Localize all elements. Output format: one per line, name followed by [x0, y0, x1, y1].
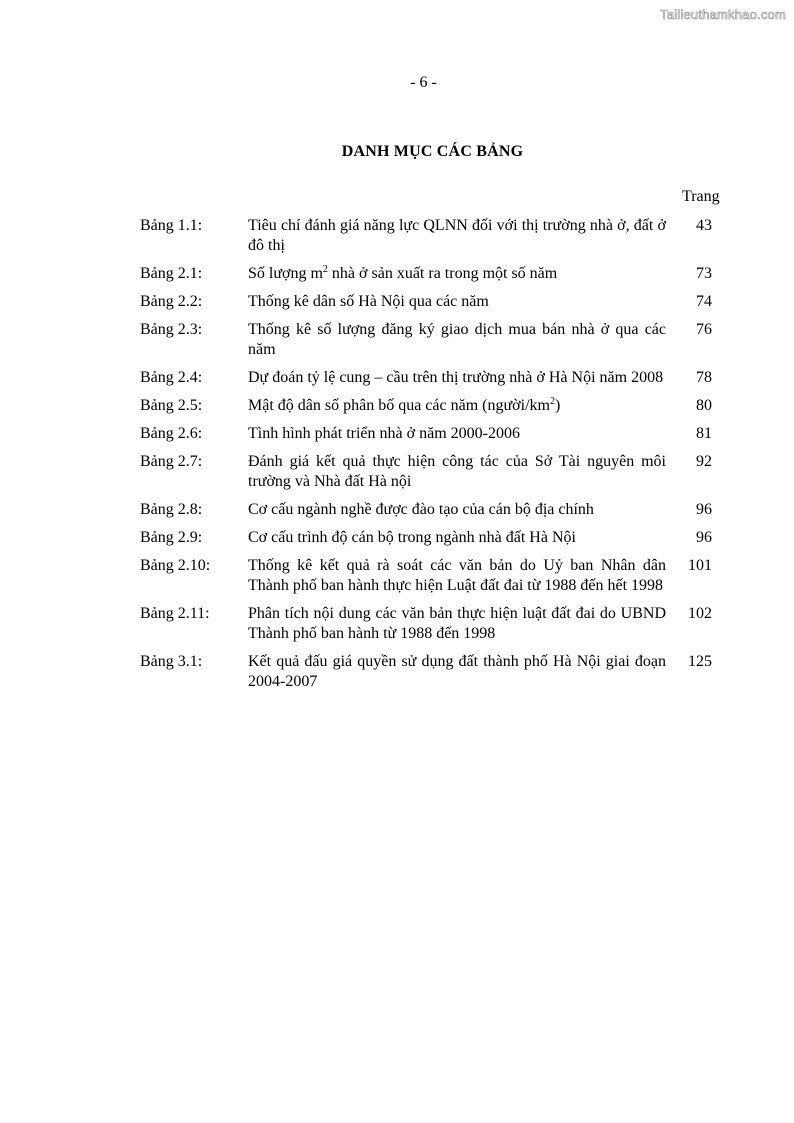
table-page-number: 76 [696, 321, 712, 338]
table-label: Bảng 2.10: [140, 557, 211, 574]
table-label: Bảng 2.8: [140, 501, 203, 518]
table-page-number: 80 [696, 397, 712, 414]
table-list [140, 216, 724, 700]
superscript: 2 [322, 264, 328, 275]
list-item [140, 396, 724, 416]
table-caption: Tình hình phát triển nhà ở năm 2000-2006 [248, 425, 520, 442]
table-label: Bảng 3.1: [140, 653, 203, 670]
page-column-header: Trang [682, 188, 720, 205]
table-label: Bảng 2.7: [140, 453, 203, 470]
table-caption: Thống kê kết quả rà soát các văn bản do Uỷ ban Nhân dân Thành phố ban hành thực hiện Luật đất đai từ 1988 đến hết 1998 [248, 557, 666, 594]
table-label: Bảng 1.1: [140, 217, 203, 234]
list-item [140, 604, 724, 644]
list-item [140, 424, 724, 444]
table-caption: Phân tích nội dung các văn bản thực hiện luật đất đai do UBND Thành phố ban hành từ 1988 đến 1998 [248, 605, 666, 642]
table-page-number: 43 [696, 217, 712, 234]
table-page-number: 73 [696, 265, 712, 282]
table-caption: Cơ cấu trình độ cán bộ trong ngành nhà đất Hà Nội [248, 529, 576, 546]
page-number: - 6 - [410, 74, 437, 91]
table-page-number: 101 [688, 557, 712, 574]
table-page-number: 102 [688, 605, 712, 622]
table-page-number: 96 [696, 529, 712, 546]
table-caption: Thống kê số lượng đăng ký giao dịch mua bán nhà ở qua các năm [248, 321, 666, 358]
table-label: Bảng 2.5: [140, 397, 203, 414]
table-caption: Tiêu chí đánh giá năng lực QLNN đối với thị trường nhà ở, đất ở đô thị [248, 217, 666, 254]
watermark-text: Tailieuthamkhao.com [660, 7, 786, 22]
list-item [140, 320, 724, 360]
list-item [140, 528, 724, 548]
caption-text: Mật độ dân số phân bố qua các năm (người/km [248, 397, 550, 414]
table-label: Bảng 2.11: [140, 605, 210, 622]
table-caption: Đánh giá kết quả thực hiện công tác của Sở Tài nguyên môi trường và Nhà đất Hà nội [248, 453, 666, 490]
table-caption [248, 264, 666, 284]
table-label: Bảng 2.4: [140, 369, 203, 386]
superscript: 2 [549, 396, 555, 407]
caption-text: ) [554, 397, 561, 414]
table-page-number: 92 [696, 453, 712, 470]
table-page-number: 81 [696, 425, 712, 442]
table-label: Bảng 2.9: [140, 529, 203, 546]
list-item [140, 216, 724, 256]
table-page-number: 125 [688, 653, 712, 670]
table-page-number: 78 [696, 369, 712, 386]
table-caption [248, 396, 666, 416]
table-caption: Dự đoán tỷ lệ cung – cầu trên thị trường nhà ở Hà Nội năm 2008 [248, 369, 664, 386]
table-caption: Kết quả đấu giá quyền sử dụng đất thành phố Hà Nội giai đoạn 2004-2007 [248, 653, 666, 690]
list-item [140, 500, 724, 520]
table-page-number: 74 [696, 293, 712, 310]
table-label: Bảng 2.2: [140, 293, 203, 310]
page-title: DANH MỤC CÁC BẢNG [341, 143, 524, 160]
table-label: Bảng 2.6: [140, 425, 203, 442]
list-item [140, 264, 724, 284]
caption-text: nhà ở sản xuất ra trong một số năm [327, 265, 558, 282]
list-item [140, 556, 724, 596]
list-item [140, 652, 724, 692]
list-item [140, 292, 724, 312]
list-item [140, 368, 724, 388]
table-page-number: 96 [696, 501, 712, 518]
table-label: Bảng 2.1: [140, 265, 203, 282]
table-caption: Thống kê dân số Hà Nội qua các năm [248, 293, 489, 310]
table-caption: Cơ cấu ngành nghề được đào tạo của cán bộ địa chính [248, 501, 594, 518]
table-label: Bảng 2.3: [140, 321, 203, 338]
list-item [140, 452, 724, 492]
caption-text: Số lượng m [248, 265, 323, 282]
